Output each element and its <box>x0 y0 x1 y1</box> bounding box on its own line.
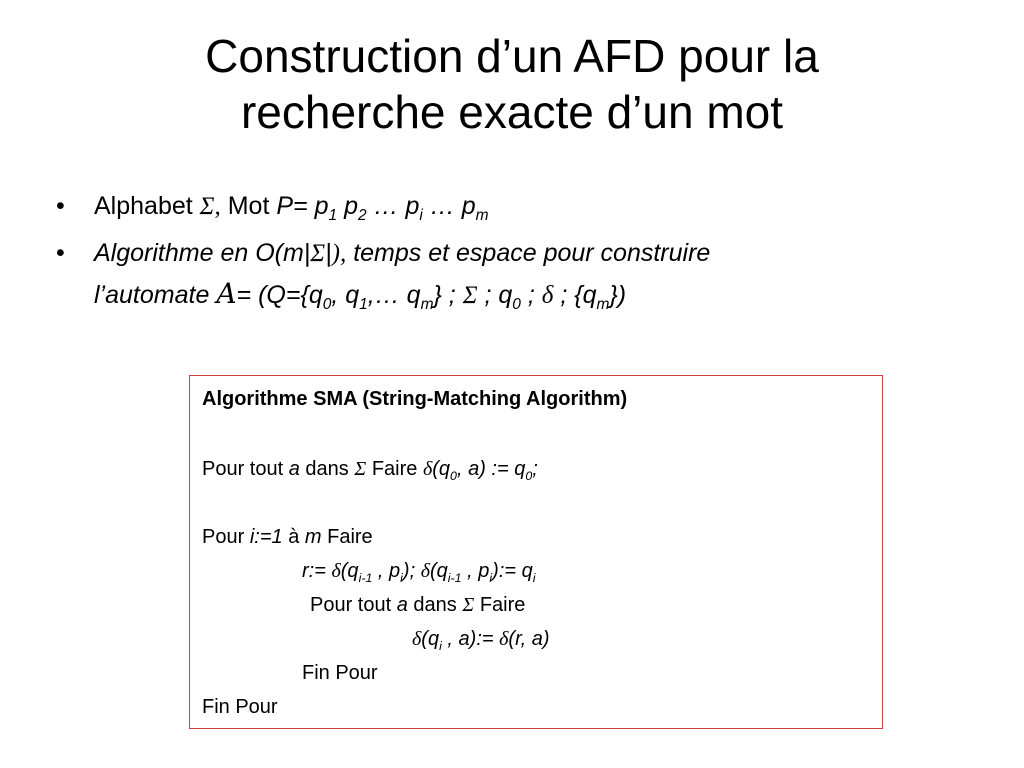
algo-line-end-inner: Fin Pour <box>302 662 378 684</box>
alphabet-label: Alphabet <box>94 192 193 220</box>
comma: , <box>214 193 221 220</box>
algo-line-r-assign: r:= $\delta(q_{i-1}$ , $p_i$); $\delta(q_{i-1}$ , $p_i):= q_i$ <box>302 560 536 585</box>
slide-title <box>60 28 964 140</box>
algo-line-end-outer: Fin Pour <box>202 696 278 718</box>
bullet-algorithm <box>50 233 970 316</box>
algo-line-loop: Pour i:=1 à m Faire <box>202 526 373 548</box>
algo-line-transition: $\delta(q_i$ , a):= δ(r, a) <box>412 628 550 653</box>
algo-line-inner-loop: Pour tout a dans Σ Faire <box>310 594 526 616</box>
algorithm-box <box>189 375 883 729</box>
word-definition: $P= p_1$ $p_2$ … $p_i$ … $p_m$ <box>276 192 489 224</box>
algo-line-init: Pour tout a dans Σ Faire $\delta(q_0$, a) := $q_0$; <box>202 458 538 483</box>
sigma-symbol: Σ <box>199 193 215 220</box>
mot-label: Mot <box>227 192 270 220</box>
bullet-list <box>50 186 970 322</box>
title-line-2: recherche exacte d’un mot <box>240 86 784 138</box>
bullet-dot: • <box>56 192 65 220</box>
title-line-1: Construction d’un AFD pour la <box>205 30 819 82</box>
bullet-dot: • <box>56 239 65 267</box>
bullet-alphabet <box>50 186 970 227</box>
automaton-definition: l’automate $A= (Q=\{q_0$, $q_1,\dots$ $q_m$} ; Σ ; $q_0$ ; δ ; $\{q_m\}$) <box>94 277 627 313</box>
complexity-text: Algorithme en O(m|Σ|), temps et espace pour construire <box>94 239 711 267</box>
algorithm-heading: Algorithme SMA (String-Matching Algorithm) <box>202 388 628 410</box>
